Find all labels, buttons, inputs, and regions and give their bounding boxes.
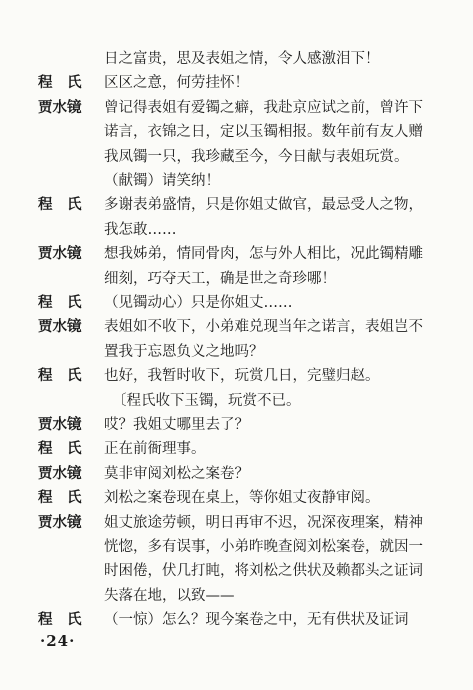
script-line (0, 558, 473, 584)
stage-direction-text: 〔程氏收下玉镯，玩赏不已。 (112, 393, 301, 409)
line-text: 曾记得表姐有爱镯之癖，我赴京应试之前，曾许下 (104, 100, 423, 116)
script-line (0, 95, 473, 121)
speaker-name: 程 氏 (38, 489, 82, 506)
script-line (0, 339, 473, 365)
line-text: 我怎敢…… (104, 222, 177, 238)
script-line (0, 168, 473, 194)
line-text: 想我姊弟，情同骨肉，怎与外人相比，况此镯精雕 (104, 246, 423, 262)
script-line (0, 461, 473, 487)
line-text: 表姐如不收下，小弟难兑现当年之诺言，表姐岂不 (104, 319, 423, 335)
line-text: 也好，我暂时收下，玩赏几日，完璧归赵。 (104, 368, 380, 384)
line-text: 哎？我姐丈哪里去了？ (104, 417, 249, 433)
speaker-name: 贾水镜 (38, 514, 82, 531)
line-text: 细刻，巧夺天工，确是世之奇珍哪！ (104, 271, 336, 287)
line-text: 正在前衙理事。 (104, 441, 206, 457)
speaker-name: 程 氏 (38, 440, 82, 457)
speaker-name: 程 氏 (38, 294, 82, 311)
speaker-name: 贾水镜 (38, 465, 82, 482)
script-line (0, 144, 473, 170)
line-text: 区区之意，何劳挂怀！ (104, 75, 249, 91)
script-line (0, 510, 473, 536)
speaker-name: 程 氏 (38, 196, 82, 213)
speaker-name: 程 氏 (38, 611, 82, 628)
line-text: 刘松之案卷现在桌上，等你姐丈夜静审阅。 (104, 490, 380, 506)
line-text: 莫非审阅刘松之案卷？ (104, 466, 249, 482)
script-line (0, 46, 473, 72)
script-line (0, 192, 473, 218)
speaker-name: 贾水镜 (38, 99, 82, 116)
line-text: 置我于忘恩负义之地吗？ (104, 344, 264, 360)
line-text: 日之富贵，思及表姐之情，令人感激泪下！ (104, 51, 380, 67)
line-text: （献镯）请笑纳！ (104, 173, 220, 189)
line-text: 我凤镯一只，我珍藏至今，今日献与表姐玩赏。 (104, 149, 409, 165)
script-line (0, 534, 473, 560)
page-number: ·24· (40, 632, 76, 650)
stage-direction-line (0, 388, 473, 414)
script-line (0, 485, 473, 511)
script-line (0, 436, 473, 462)
line-text: 诺言，衣锦之日，定以玉镯相报。数年前有友人赠 (104, 124, 423, 140)
line-text: 姐丈旅途劳顿，明日再审不迟，况深夜理案，精神 (104, 515, 423, 531)
line-text: 时困倦，伏几打盹，将刘松之供状及赖都头之证词 (104, 563, 423, 579)
script-line (0, 266, 473, 292)
speaker-name: 贾水镜 (38, 416, 82, 433)
script-line (0, 217, 473, 243)
script-line (0, 290, 473, 316)
script-line (0, 241, 473, 267)
line-text: （一惊）怎么？现今案卷之中，无有供状及证词 (104, 612, 409, 628)
line-text: 失落在地，以致—— (104, 588, 235, 604)
line-text: 恍惚，多有误事，小弟昨晚查阅刘松案卷，就因一 (104, 539, 423, 555)
line-text: 多谢表弟盛情，只是你姐丈做官，最忌受人之物， (104, 197, 423, 213)
script-line (0, 119, 473, 145)
script-line (0, 583, 473, 609)
speaker-name: 程 氏 (38, 74, 82, 91)
speaker-name: 贾水镜 (38, 318, 82, 335)
script-line (0, 607, 473, 633)
script-line (0, 70, 473, 96)
script-line (0, 314, 473, 340)
script-line (0, 412, 473, 438)
speaker-name: 程 氏 (38, 367, 82, 384)
speaker-name: 贾水镜 (38, 245, 82, 262)
line-text: （见镯动心）只是你姐丈…… (104, 295, 293, 311)
script-line (0, 363, 473, 389)
